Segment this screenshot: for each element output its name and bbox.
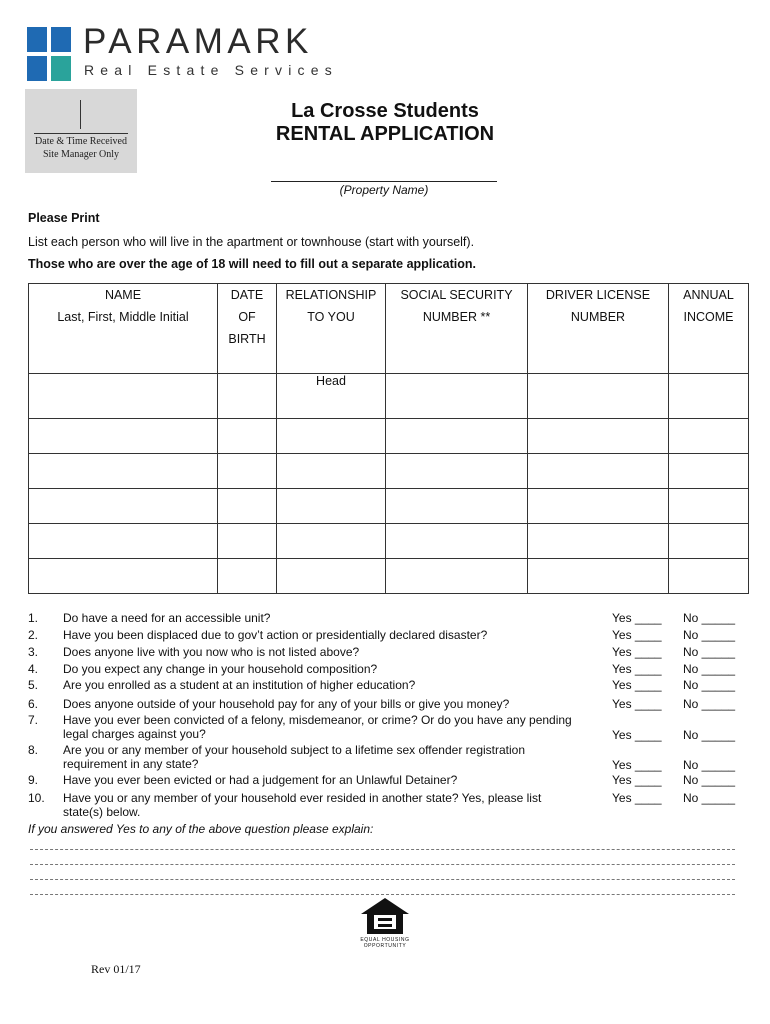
occupant-table (28, 283, 749, 594)
no-blank[interactable]: No _____ (683, 773, 736, 787)
table-cell[interactable] (218, 524, 277, 559)
column-header-dob: DATE OF BIRTH (218, 284, 277, 374)
column-header-ssn: SOCIAL SECURITY NUMBER ** (386, 284, 528, 374)
logo-square (27, 56, 47, 81)
table-cell[interactable] (386, 489, 528, 524)
no-blank[interactable]: No _____ (683, 645, 736, 659)
table-row (29, 454, 749, 489)
eho-text-line2: OPPORTUNITY (363, 943, 407, 948)
property-name-label: (Property Name) (339, 183, 429, 197)
column-header-license: DRIVER LICENSE NUMBER (528, 284, 669, 374)
property-name-field[interactable] (271, 181, 497, 182)
explain-line[interactable] (30, 864, 735, 865)
table-cell-head: Head (277, 374, 386, 419)
table-cell[interactable] (528, 454, 669, 489)
table-cell[interactable] (277, 454, 386, 489)
table-cell[interactable] (218, 559, 277, 594)
table-row (29, 374, 749, 419)
yes-blank[interactable]: Yes ____ (612, 678, 662, 692)
yes-blank[interactable]: Yes ____ (612, 791, 662, 805)
brand-name: PARAMARK (83, 22, 313, 61)
table-cell[interactable] (669, 559, 749, 594)
table-cell[interactable] (386, 559, 528, 594)
no-blank[interactable]: No _____ (683, 662, 736, 676)
table-cell[interactable] (277, 489, 386, 524)
yes-blank[interactable]: Yes ____ (612, 628, 662, 642)
explain-line[interactable] (30, 849, 735, 850)
table-cell[interactable] (386, 524, 528, 559)
instruction-text: List each person who will live in the apartment or townhouse (start with yourself). (28, 235, 475, 249)
table-cell[interactable] (528, 559, 669, 594)
table-cell[interactable] (528, 524, 669, 559)
table-row (29, 419, 749, 454)
table-cell[interactable] (386, 374, 528, 419)
table-cell[interactable] (277, 524, 386, 559)
table-row (29, 559, 749, 594)
table-cell[interactable] (218, 419, 277, 454)
table-cell[interactable] (29, 454, 218, 489)
yes-blank[interactable]: Yes ____ (612, 758, 662, 772)
table-cell[interactable] (386, 419, 528, 454)
no-blank[interactable]: No _____ (683, 728, 736, 742)
table-row (29, 524, 749, 559)
table-header-row (29, 284, 749, 374)
stamp-line2: Site Manager Only (42, 149, 120, 160)
yes-blank[interactable]: Yes ____ (612, 662, 662, 676)
table-cell[interactable] (669, 489, 749, 524)
no-blank[interactable]: No _____ (683, 697, 736, 711)
yes-blank[interactable]: Yes ____ (612, 697, 662, 711)
table-cell[interactable] (218, 454, 277, 489)
stamp-line1: Date & Time Received (35, 136, 127, 147)
column-header-name: NAME Last, First, Middle Initial (29, 284, 218, 374)
please-print-label: Please Print (28, 211, 100, 225)
table-cell[interactable] (528, 489, 669, 524)
page-title-line1: La Crosse Students (291, 100, 479, 122)
table-cell[interactable] (669, 454, 749, 489)
table-cell[interactable] (528, 374, 669, 419)
brand-logo-squares (27, 27, 71, 81)
table-cell[interactable] (29, 559, 218, 594)
yes-blank[interactable]: Yes ____ (612, 728, 662, 742)
table-row (29, 489, 749, 524)
table-cell[interactable] (669, 419, 749, 454)
no-blank[interactable]: No _____ (683, 758, 736, 772)
table-cell[interactable] (29, 524, 218, 559)
equal-housing-icon (359, 896, 411, 948)
table-cell[interactable] (218, 374, 277, 419)
explain-label: If you answered Yes to any of the above question please explain: (28, 822, 374, 836)
logo-square (27, 27, 47, 52)
revision-label: Rev 01/17 (91, 962, 141, 976)
page-title-line2: RENTAL APPLICATION (275, 123, 495, 145)
table-cell[interactable] (386, 454, 528, 489)
table-cell[interactable] (29, 419, 218, 454)
column-header-income: ANNUAL INCOME (669, 284, 749, 374)
table-cell[interactable] (669, 374, 749, 419)
table-cell[interactable] (29, 374, 218, 419)
explain-line[interactable] (30, 879, 735, 880)
brand-tagline: Real Estate Services (84, 62, 338, 78)
table-cell[interactable] (29, 489, 218, 524)
age-note: Those who are over the age of 18 will need to fill out a separate application. (28, 257, 477, 271)
eho-text-line1: EQUAL HOUSING (360, 937, 410, 943)
explain-line[interactable] (30, 894, 735, 895)
stamp-text (25, 135, 137, 161)
yes-blank[interactable]: Yes ____ (612, 645, 662, 659)
no-blank[interactable]: No _____ (683, 678, 736, 692)
yes-blank[interactable]: Yes ____ (612, 611, 662, 625)
table-cell[interactable] (669, 524, 749, 559)
no-blank[interactable]: No _____ (683, 628, 736, 642)
table-cell[interactable] (528, 419, 669, 454)
stamp-line (34, 133, 128, 134)
table-cell[interactable] (277, 419, 386, 454)
logo-square (51, 27, 71, 52)
column-header-relationship: RELATIONSHIP TO YOU (277, 284, 386, 374)
table-cell[interactable] (218, 489, 277, 524)
logo-square (51, 56, 71, 81)
no-blank[interactable]: No _____ (683, 791, 736, 805)
no-blank[interactable]: No _____ (683, 611, 736, 625)
table-cell[interactable] (277, 559, 386, 594)
stamp-tick (80, 100, 81, 129)
yes-blank[interactable]: Yes ____ (612, 773, 662, 787)
